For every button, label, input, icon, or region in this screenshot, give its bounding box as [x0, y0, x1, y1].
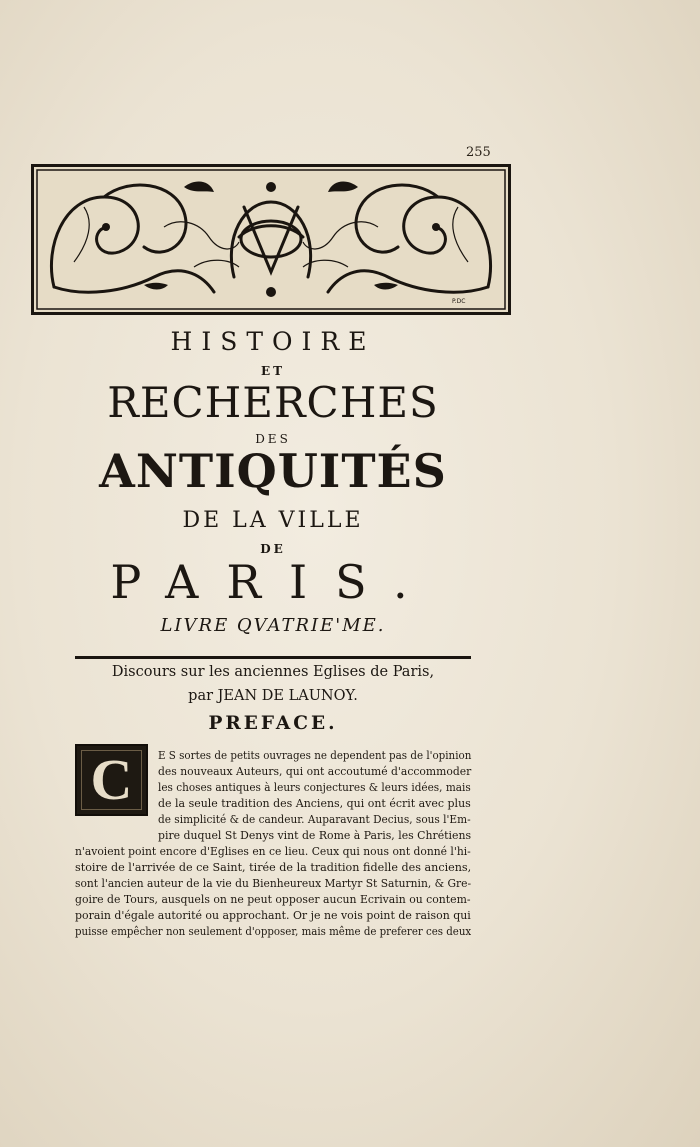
preface-line: puisse empêcher non seulement d'opposer, mais même de preferer ces deux — [75, 925, 472, 938]
ornamental-headpiece — [31, 164, 511, 315]
preface-line: de simplicité & de candeur. Auparavant Decius, sous l'Em- — [158, 813, 471, 826]
preface-line: des nouveaux Auteurs, qui ont accoutumé d'accommoder — [158, 765, 472, 778]
headpiece-engraving — [34, 167, 508, 312]
discourse-author: par JEAN DE LAUNOY. — [188, 688, 358, 704]
title-histoire: HISTOIRE — [170, 327, 376, 356]
book-number: LIVRE QVATRIE'ME. — [160, 615, 386, 636]
engraver-mark: P.DC — [452, 298, 466, 305]
preface-line: E S sortes de petits ouvrages ne dependent pas de l'opinion — [158, 749, 472, 762]
preface-line: les choses antiques à leurs conjectures & leurs idées, mais — [158, 781, 471, 794]
page-number: 255 — [466, 145, 491, 160]
section-divider — [75, 656, 471, 659]
drop-cap-initial — [75, 744, 148, 816]
title-recherches: RECHERCHES — [107, 378, 439, 427]
preface-line: de la seule tradition des Anciens, qui ont écrit avec plus — [158, 797, 471, 810]
title-et: ET — [260, 364, 286, 378]
drop-cap-letter: C — [90, 747, 133, 812]
preface-line: goire de Tours, ausquels on ne peut opposer aucun Ecrivain ou contem- — [75, 893, 471, 906]
title-paris: PARIS. — [110, 555, 436, 609]
preface-line: sont l'ancien auteur de la vie du Bienheureux Martyr St Saturnin, & Gre- — [75, 877, 472, 890]
title-de: DE — [260, 542, 286, 556]
discourse-title: Discours sur les anciennes Eglises de Paris, — [111, 664, 435, 680]
title-des: DES — [255, 432, 291, 446]
preface-line: porain d'égale autorité ou approchant. Or je ne vois point de raison qui — [75, 909, 471, 922]
preface-heading: PREFACE. — [208, 713, 338, 734]
title-antiquites: ANTIQUITÉS — [99, 444, 447, 498]
preface-line: stoire de l'arrivée de ce Saint, tirée de la tradition fidelle des anciens, — [75, 861, 472, 874]
preface-line: pire duquel St Denys vint de Rome à Paris, les Chrétiens — [158, 829, 472, 842]
preface-line: n'avoient point encore d'Eglises en ce lieu. Ceux qui nous ont donné l'hi- — [75, 845, 471, 858]
title-de-la-ville: DE LA VILLE — [182, 508, 364, 533]
